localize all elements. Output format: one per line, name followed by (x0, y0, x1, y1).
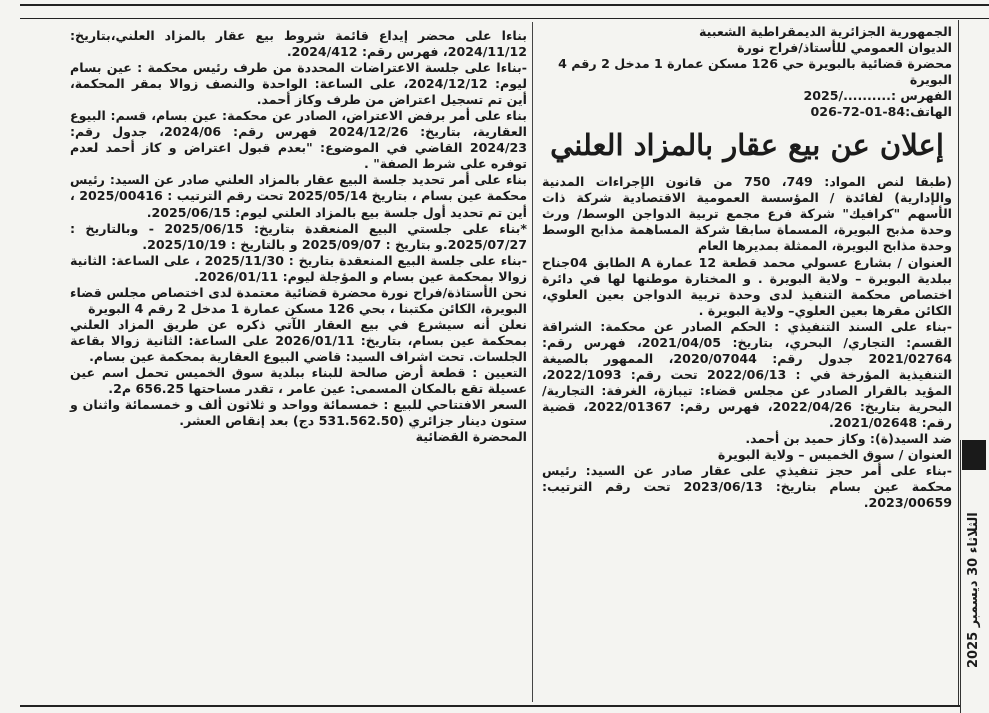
right-paragraph: -بناء على السند التنفيذي : الحكم الصادر عن محكمة: الشراقة القسم: التجاري/ البحري، بتاريخ: 2021/04/05، فهرس رقم: 2021/02764 جدول رقم: 2020/07044، الممهور بالصيغة التنفيذية المؤرخة في : 2022/06/13 تحت رقم: 2022/1093، المؤيد بالقرار الصادر عن مجلس قضاء: تيبازة، الغرفة: التجارية/البحرية بتاريخ: 2022/04/26، فهرس رقم: 2022/01367، قضية رقم: 2021/02648. (542, 318, 953, 430)
left-paragraph: السعر الافتتاحي للبيع : خمسمائة وواحد و ثلاثون ألف و خمسمائة واثنان و ستون دينار جزائري (531.562.50 دج) بعد إنقاص العشر. (70, 397, 527, 429)
right-paragraph: العنوان / سوق الخميس – ولاية البويرة (717, 447, 952, 463)
left-paragraph: *بناء على جلستي البيع المنعقدة بتاريخ: 2025/06/15 - وبالتاريخ : 2025/07/27.و بتاريخ : 2025/09/07 و بالتاريخ : 2025/10/19. (70, 220, 527, 252)
header-city: البويرة (909, 72, 952, 88)
right-paragraph: ضد السيد(ة): وكاز حميد بن أحمد. (745, 431, 952, 447)
left-paragraph: بناءا على محضر إيداع قائمة شروط بيع عقار بالمزاد العلني،بتاريخ: 2024/11/12، فهرس رقم: 2024/412. (70, 28, 527, 60)
left-column (70, 28, 527, 445)
header-phone: الهاتف:84-01-72-026 (810, 104, 952, 120)
right-column (542, 24, 952, 511)
right-paragraph: (طبقا لنص المواد: 749، 750 من قانون الإجراءات المدنية والإدارية) لفائدة / المؤسسة العمومية الاقتصادية شركة ذات الأسهم "كرافيك" شركة فرع مجمع تربية الدواجن الوسط/ ورث وحدة مذبح البويرة، المسماة سابقا شركة المساهمة مذابح الوسط وحدة مذابح البويرة، الممثلة بمديرها العام (542, 174, 952, 254)
office-header (542, 24, 952, 120)
left-paragraph: -بناءا على جلسة الاعتراضات المحددة من طرف رئيس محكمة : عين بسام ليوم: 2024/12/12، على الساعة: الواحدة والنصف زوالا بمقر المحكمة، أين تم تسجيل اعتراض من طرف وكاز أحمد. (70, 60, 527, 108)
right-paragraph: -بناء على أمر حجز تنفيذي على عقار صادر عن السيد: رئيس محكمة عين بسام بتاريخ: 2023/06/13 تحت رقم الترتيب: 2023/00659. (542, 463, 952, 511)
top-border-rule (20, 4, 989, 19)
announcement-headline: إعلان عن بيع عقار بالمزاد العلني (550, 128, 944, 163)
column-divider (532, 22, 533, 702)
left-paragraph: نحن الأستاذة/فراح نورة محضرة قضائية معتمدة لدى اختصاص مجلس قضاء البويرة، الكائن مكتبنا ، بحي 126 مسكن عمارة 1 مدخل 2 رقم 4 البويرة (70, 284, 527, 316)
left-paragraph: -بناء على جلسة البيع المنعقدة بتاريخ : 2025/11/30 ، على الساعة: الثانية زوالا بمحكمة عين بسام و المؤجلة ليوم: 2026/01/11. (70, 252, 527, 284)
left-paragraph: نعلن أنه سيشرع في بيع العقار الآتي ذكره عن طريق المزاد العلني بمحكمة عين بسام، بتاريخ: 2026/01/11 على الساعة: الثانية زوالا بقاعة الجلسات. تحت اشراف السيد: قاضي البيوع العقارية بمحكمة عين بسام. (70, 316, 527, 364)
header-republic: الجمهورية الجزائرية الديمقراطية الشعبية (699, 24, 952, 39)
left-paragraph: بناء على أمر تحديد جلسة البيع عقار بالمزاد العلني صادر عن السيد: رئيس محكمة عين بسام ، بتاريخ 2025/05/14 تحت رقم الترتيب : 2025/00416 ، أين تم تحديد أول جلسة بيع بالمزاد العلني ليوم: 2025/06/15. (70, 172, 527, 220)
header-index: الفهرس :........../2025 (803, 88, 952, 104)
right-edge-rule (958, 20, 959, 706)
bottom-border-rule (20, 705, 969, 707)
header-office: الديوان العمومي للأستاذ/فراح نورة (737, 40, 952, 56)
header-address: محضرة قضائية بالبويرة حي 126 مسكن عمارة 1 مدخل 2 رقم 4 (558, 56, 952, 72)
signature-label: المحضرة القضائية (415, 429, 527, 445)
side-date-tab: الثلاثاء 30 ديسمبر 2025 (966, 512, 981, 668)
left-paragraph: بناء على أمر برفض الاعتراض، الصادر عن محكمة: عين بسام، قسم: البيوع العقارية، بتاريخ: 2024/12/26 فهرس رقم: 2024/06، جدول رقم: 2024/23 القاضي في الموضوع: "بعدم قبول اعتراض و كاز أحمد لعدم توفره على شرط الصفة" . (70, 108, 527, 172)
left-paragraph: التعيين : قطعة أرض صالحة للبناء ببلدية سوق الخميس تحمل اسم عين عسيلة تقع بالمكان المسمى: عين عامر ، تقدر مساحتها 656.25 م2. (70, 364, 527, 397)
side-tab-mark (962, 440, 986, 470)
right-paragraph: العنوان / بشارع عسولي محمد قطعة 12 عمارة A الطابق 04جناح ببلدية البويرة – ولاية البويرة . و المختارة موطنها لها في دائرة اختصاص محكمة التنفيذ لدى وحدة تربية الدواجن بعين العلوي، الكائن مقرها بعين العلوي– ولاية البويرة . (542, 254, 952, 318)
